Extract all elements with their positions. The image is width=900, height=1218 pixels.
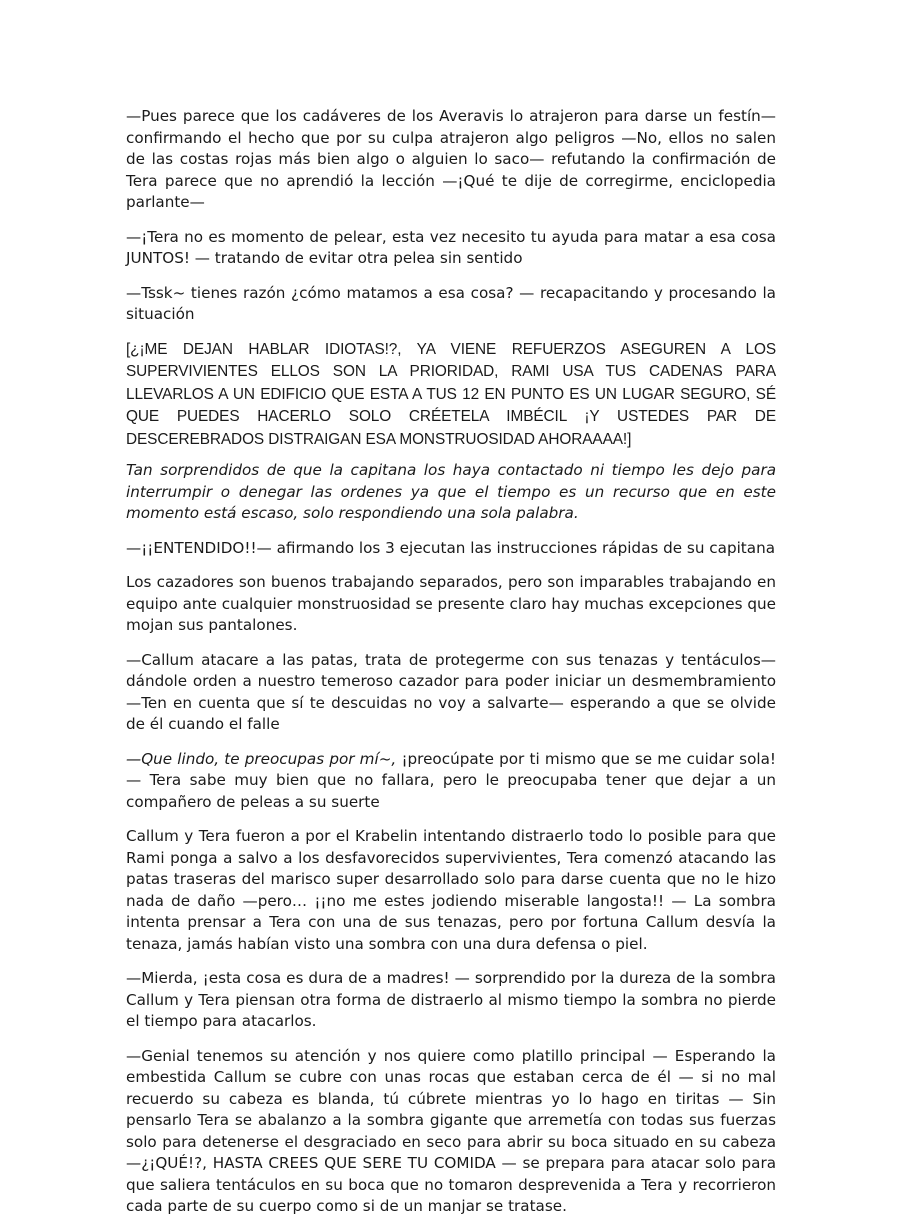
paragraph-festin: —Pues parece que los cadáveres de los Averavis lo atrajeron para darse un festín— confirmando el hecho que por su culpa atrajeron algo peligros —No, ellos no salen de las costas rojas más bien algo o alguien lo saco— refutando la confirmación de Tera parece que no aprendió la lección —¡Qué te dije de corregirme, enciclopedia parlante—	[126, 107, 776, 211]
paragraph-callum-patas: —Callum atacare a las patas, trata de protegerme con sus tenazas y tentáculos— dándole orden a nuestro temeroso cazador para poder iniciar un desmembramiento —Ten en cuenta que sí te descuidas no voy a salvarte— esperando a que se olvide de él cuando el falle	[126, 650, 776, 733]
paragraph-krabelin: Callum y Tera fueron a por el Krabelin intentando distraerlo todo lo posible para que Rami ponga a salvo a los desfavorecidos supervivientes, Tera comenzó atacando las patas traseras del marisco super desarrollado solo para darse cuenta que no le hizo nada de daño —pero… ¡¡no me estes jodiendo miserable langosta!! — La sombra intenta prensar a Tera con una de sus tenazas, pero por fortuna Callum desvía la tenaza, jamás habían visto una sombra con una dura defensa o piel.	[126, 827, 776, 953]
paragraph-tssk: —Tssk~ tienes razón ¿cómo matamos a esa cosa? — recapacitando y procesando la situación	[126, 283, 776, 323]
paragraph-genial: —Genial tenemos su atención y nos quiere como platillo principal — Esperando la embestida Callum se cubre con unas rocas que estaban cerca de él — si no mal recuerdo su cabeza es blanda, tú cúbrete mientras yo lo hago en tiritas — Sin pensarlo Tera se abalanzo a la sombra gigante que arremetía con todas sus fuerzas solo para detenerse el desgraciado en seco para abrir su boca situado en su cabeza —¿¡QUÉ!?, HASTA CREES QUE SERE TU COMIDA — se prepara para atacar solo para que saliera tentáculos en su boca que no tomaron desprevenida a Tera y recorrieron cada parte de su cuerpo como si de un manjar se tratase.	[126, 1046, 776, 1215]
paragraph-juntos: —¡Tera no es momento de pelear, esta vez necesito tu ayuda para matar a esa cosa JUNTOS! — tratando de evitar otra pelea sin sentido	[126, 227, 776, 267]
tera-reply-rest: ¡preocúpate por ti mismo que se me cuidar sola! — Tera sabe muy bien que no fallara, pero le preocupaba tener que dejar a un compañero de peleas a su suerte	[126, 749, 776, 811]
tera-reply-italic: —Que lindo, te preocupas por mí~,	[126, 749, 397, 768]
paragraph-entendido: —¡¡ENTENDIDO!!— afirmando los 3 ejecutan las instrucciones rápidas de su capitana	[126, 538, 776, 557]
paragraph-cazadores: Los cazadores son buenos trabajando separados, pero son imparables trabajando en equipo ante cualquier monstruosidad se presente claro hay muchas excepciones que mojan sus pantalones.	[126, 573, 776, 634]
paragraph-captain-order: [¿¡ME DEJAN HABLAR IDIOTAS!?, YA VIENE REFUERZOS ASEGUREN A LOS SUPERVIVIENTES ELLOS SON LA PRIORIDAD, RAMI USA TUS CADENAS PARA LLEVARLOS A UN EDIFICIO QUE ESTA A TUS 12 EN PUNTO ES UN LUGAR SEGURO, SÉ QUE PUEDES HACERLO SOLO CRÉETELA IMBÉCIL ¡Y USTEDES PAR DE DESCEREBRADOS DISTRAIGAN ESA MONSTRUOSIDAD AHORAAAA!]	[126, 340, 776, 448]
paragraph-mierda: —Mierda, ¡esta cosa es dura de a madres! — sorprendido por la dureza de la sombra Callum y Tera piensan otra forma de distraerlo al mismo tiempo la sombra no pierde el tiempo para atacarlos.	[126, 969, 776, 1030]
paragraph-narration-italic: Tan sorprendidos de que la capitana los haya contactado ni tiempo les dejo para interrumpir o denegar las ordenes ya que el tiempo es un recurso que en este momento está escaso, solo respondiendo una sola palabra.	[126, 461, 776, 522]
paragraph-tera-reply	[126, 749, 776, 814]
